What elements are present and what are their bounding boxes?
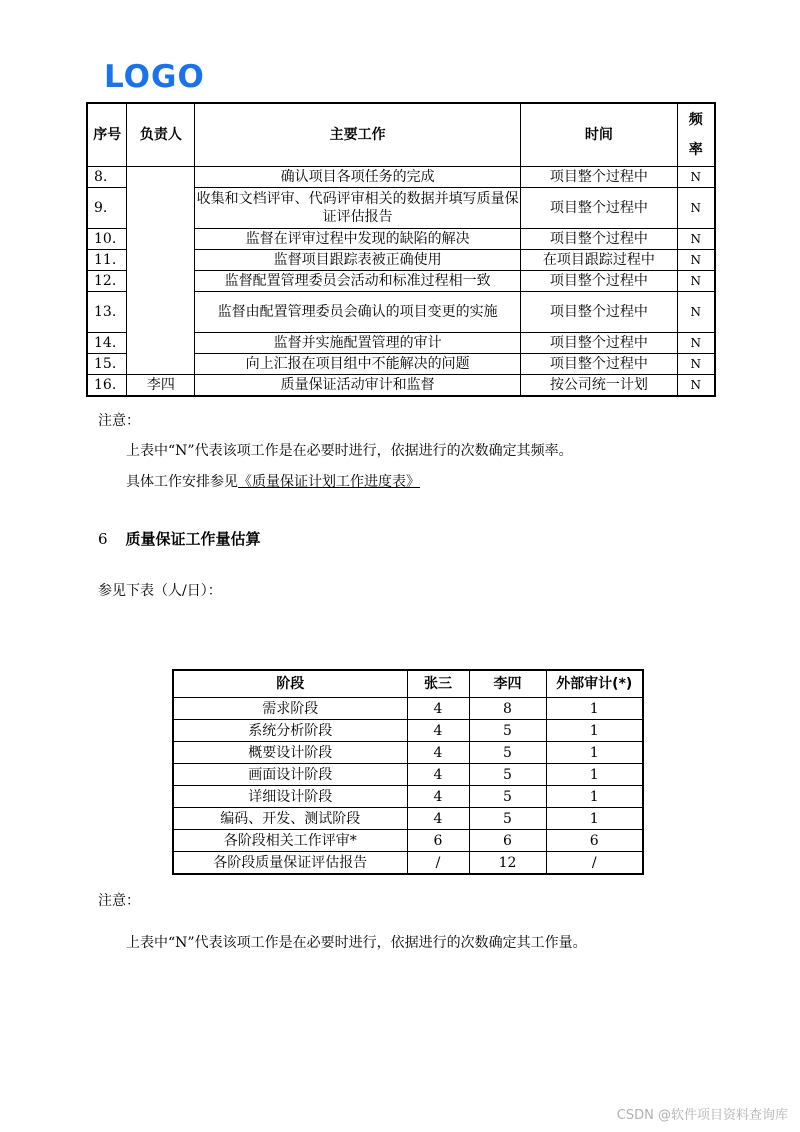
cell-work: 收集和文档评审、代码评审相关的数据并填写质量保证评估报告 bbox=[195, 188, 521, 229]
cell-freq: N bbox=[677, 271, 715, 292]
cell-seq: 12. bbox=[87, 271, 127, 292]
col-freq-line2: 率 bbox=[688, 142, 703, 158]
cell-li: 5 bbox=[469, 808, 546, 830]
cell-seq: 16. bbox=[87, 375, 127, 397]
cell-time: 项目整个过程中 bbox=[521, 271, 677, 292]
col-owner: 负责人 bbox=[127, 103, 195, 167]
cell-time: 按公司统一计划 bbox=[521, 375, 677, 397]
effort-table-header bbox=[173, 670, 643, 698]
cell-stage: 需求阶段 bbox=[173, 698, 407, 720]
cell-li: 5 bbox=[469, 786, 546, 808]
table-row bbox=[173, 698, 643, 720]
cell-freq: N bbox=[677, 354, 715, 375]
cell-work: 质量保证活动审计和监督 bbox=[195, 375, 521, 397]
cell-stage: 详细设计阶段 bbox=[173, 786, 407, 808]
col-freq-line1: 频 bbox=[688, 112, 703, 128]
note2-line1: 上表中“N”代表该项工作是在必要时进行，依据进行的次数确定其工作量。 bbox=[126, 935, 587, 951]
col-zhang: 张三 bbox=[407, 670, 469, 698]
cell-work: 向上汇报在项目组中不能解决的问题 bbox=[195, 354, 521, 375]
cell-owner-empty bbox=[127, 167, 195, 375]
cell-freq: N bbox=[677, 250, 715, 271]
cell-work: 监督在评审过程中发现的缺陷的解决 bbox=[195, 229, 521, 250]
cell-seq: 13. bbox=[87, 292, 127, 333]
section-heading bbox=[98, 528, 261, 549]
cell-seq: 9. bbox=[87, 188, 127, 229]
cell-audit: 1 bbox=[546, 720, 643, 742]
cell-work: 确认项目各项任务的完成 bbox=[195, 167, 521, 188]
table-row bbox=[173, 764, 643, 786]
cell-li: 8 bbox=[469, 698, 546, 720]
cell-time: 项目整个过程中 bbox=[521, 167, 677, 188]
section-title: 质量保证工作量估算 bbox=[125, 530, 261, 548]
table-row bbox=[173, 830, 643, 852]
col-stage: 阶段 bbox=[173, 670, 407, 698]
cell-time: 项目整个过程中 bbox=[521, 188, 677, 229]
logo: LOGO bbox=[104, 59, 205, 95]
col-freq bbox=[677, 103, 715, 167]
cell-stage: 编码、开发、测试阶段 bbox=[173, 808, 407, 830]
table-row bbox=[87, 375, 715, 397]
cell-zhang: 4 bbox=[407, 786, 469, 808]
cell-stage: 画面设计阶段 bbox=[173, 764, 407, 786]
cell-time: 项目整个过程中 bbox=[521, 229, 677, 250]
note1-line1: 上表中“N”代表该项工作是在必要时进行，依据进行的次数确定其频率。 bbox=[126, 443, 573, 459]
cell-audit: 1 bbox=[546, 698, 643, 720]
col-li: 李四 bbox=[469, 670, 546, 698]
cell-seq: 14. bbox=[87, 333, 127, 354]
table-row bbox=[87, 167, 715, 188]
cell-stage: 系统分析阶段 bbox=[173, 720, 407, 742]
cell-work: 监督项目跟踪表被正确使用 bbox=[195, 250, 521, 271]
cell-time: 项目整个过程中 bbox=[521, 333, 677, 354]
cell-freq: N bbox=[677, 229, 715, 250]
note2-label: 注意： bbox=[98, 893, 140, 909]
cell-li: 5 bbox=[469, 764, 546, 786]
table-row bbox=[173, 720, 643, 742]
cell-stage: 各阶段质量保证评估报告 bbox=[173, 852, 407, 875]
note1-line2-prefix: 具体工作安排参见 bbox=[126, 474, 238, 490]
cell-work: 监督配置管理委员会活动和标准过程相一致 bbox=[195, 271, 521, 292]
col-seq: 序号 bbox=[87, 103, 127, 167]
cell-audit: 1 bbox=[546, 764, 643, 786]
cell-seq: 8. bbox=[87, 167, 127, 188]
table-row bbox=[173, 808, 643, 830]
cell-zhang: 4 bbox=[407, 720, 469, 742]
intro-text: 参见下表（人/日）： bbox=[98, 583, 222, 599]
cell-freq: N bbox=[677, 167, 715, 188]
cell-zhang: 4 bbox=[407, 764, 469, 786]
cell-freq: N bbox=[677, 292, 715, 333]
cell-li: 6 bbox=[469, 830, 546, 852]
cell-time: 项目整个过程中 bbox=[521, 292, 677, 333]
section-number: 6 bbox=[98, 530, 108, 548]
cell-seq: 10. bbox=[87, 229, 127, 250]
cell-audit: / bbox=[546, 852, 643, 875]
cell-owner: 李四 bbox=[127, 375, 195, 397]
cell-work: 监督由配置管理委员会确认的项目变更的实施 bbox=[195, 292, 521, 333]
cell-li: 12 bbox=[469, 852, 546, 875]
effort-table bbox=[172, 669, 644, 875]
schedule-link[interactable]: 《质量保证计划工作进度表》 bbox=[238, 474, 420, 490]
table-row bbox=[173, 742, 643, 764]
cell-freq: N bbox=[677, 188, 715, 229]
cell-audit: 1 bbox=[546, 742, 643, 764]
cell-seq: 11. bbox=[87, 250, 127, 271]
cell-zhang: 6 bbox=[407, 830, 469, 852]
cell-stage: 概要设计阶段 bbox=[173, 742, 407, 764]
cell-zhang: / bbox=[407, 852, 469, 875]
table-row bbox=[173, 852, 643, 875]
col-time: 时间 bbox=[521, 103, 677, 167]
cell-audit: 1 bbox=[546, 808, 643, 830]
table-row bbox=[173, 786, 643, 808]
col-audit: 外部审计(*) bbox=[546, 670, 643, 698]
cell-zhang: 4 bbox=[407, 808, 469, 830]
cell-stage: 各阶段相关工作评审* bbox=[173, 830, 407, 852]
cell-time: 项目整个过程中 bbox=[521, 354, 677, 375]
cell-li: 5 bbox=[469, 742, 546, 764]
cell-li: 5 bbox=[469, 720, 546, 742]
cell-audit: 1 bbox=[546, 786, 643, 808]
task-table bbox=[86, 102, 716, 397]
col-work: 主要工作 bbox=[195, 103, 521, 167]
cell-freq: N bbox=[677, 375, 715, 397]
cell-seq: 15. bbox=[87, 354, 127, 375]
note1-line2 bbox=[126, 473, 420, 491]
cell-time: 在项目跟踪过程中 bbox=[521, 250, 677, 271]
cell-zhang: 4 bbox=[407, 698, 469, 720]
note1-label: 注意： bbox=[98, 413, 140, 429]
cell-freq: N bbox=[677, 333, 715, 354]
cell-audit: 6 bbox=[546, 830, 643, 852]
watermark: CSDN @软件项目资料查询库 bbox=[616, 1108, 788, 1123]
cell-work: 监督并实施配置管理的审计 bbox=[195, 333, 521, 354]
task-table-header bbox=[87, 103, 715, 167]
cell-zhang: 4 bbox=[407, 742, 469, 764]
